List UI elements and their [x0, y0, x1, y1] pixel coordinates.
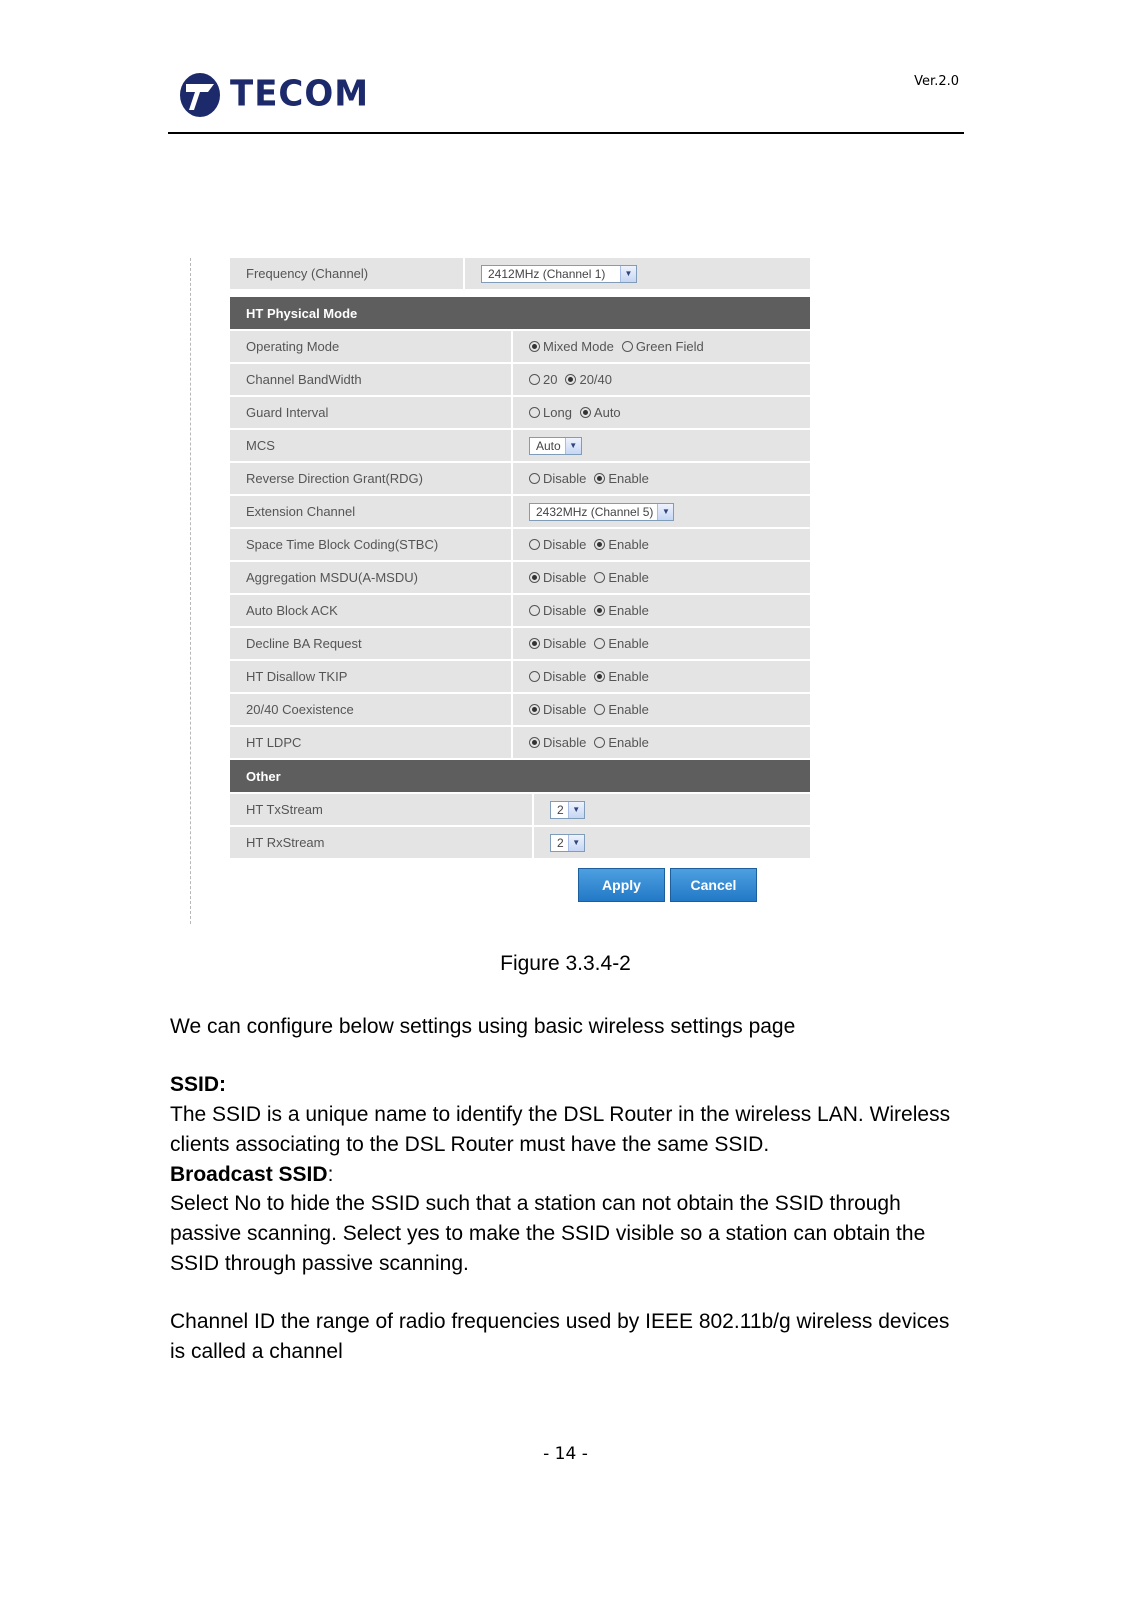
radio-option-label: Enable [608, 669, 649, 684]
radio-option-label: Disable [543, 570, 587, 585]
radio-option-disable[interactable] [529, 669, 586, 684]
ht-settings-list [230, 331, 810, 758]
radio-button-icon[interactable] [594, 572, 605, 583]
broadcast-ssid-heading-line [170, 1160, 970, 1190]
radio-button-icon[interactable] [529, 638, 540, 649]
radio-button-icon[interactable] [622, 341, 633, 352]
radio-option-enable[interactable] [594, 669, 648, 684]
radio-option-label: Enable [608, 570, 649, 585]
radio-option-label: Enable [608, 735, 649, 750]
setting-label: HT LDPC [246, 735, 302, 750]
radio-button-icon[interactable] [594, 473, 605, 484]
radio-option-disable[interactable] [529, 537, 586, 552]
radio-button-icon[interactable] [529, 671, 540, 682]
setting-label: Reverse Direction Grant(RDG) [246, 471, 423, 486]
radio-option-label: Auto [593, 405, 621, 420]
setting-label: HT Disallow TKIP [246, 669, 348, 684]
chevron-down-icon: ▼ [568, 802, 584, 818]
intro-paragraph: We can configure below settings using basic wireless settings page [170, 1015, 796, 1038]
radio-option-20-40[interactable] [565, 372, 612, 387]
version-label: Ver.2.0 [914, 74, 959, 89]
setting-row-reverse-direction-grant-rdg [230, 463, 810, 494]
setting-row-space-time-block-coding-stbc [230, 529, 810, 560]
radio-option-auto[interactable] [580, 405, 621, 420]
other-section-header: Other [230, 760, 810, 792]
header-divider [168, 132, 964, 134]
setting-row-aggregation-msdu-a-msdu [230, 562, 810, 593]
radio-option-label: Enable [608, 636, 649, 651]
mcs-select[interactable]: Auto ▼ [529, 437, 582, 455]
setting-label: HT RxStream [246, 835, 325, 850]
radio-option-label: Disable [543, 537, 587, 552]
radio-button-icon[interactable] [594, 704, 605, 715]
radio-button-icon[interactable] [529, 737, 540, 748]
radio-button-icon[interactable] [594, 539, 605, 550]
channel-description: Channel ID the range of radio frequencies used by IEEE 802.11b/g wireless devices is called a channel [170, 1310, 950, 1363]
frequency-select[interactable]: 2412MHz (Channel 1) ▼ [481, 265, 637, 283]
screenshot-guide-line [190, 258, 191, 924]
radio-option-label: 20/40 [579, 372, 613, 387]
wireless-settings-form [230, 258, 810, 860]
setting-label: Guard Interval [246, 405, 329, 420]
setting-row-guard-interval [230, 397, 810, 428]
radio-button-icon[interactable] [565, 374, 576, 385]
broadcast-colon: : [327, 1163, 334, 1186]
radio-button-icon[interactable] [580, 407, 591, 418]
other-settings-list [230, 794, 810, 858]
radio-option-label: Enable [608, 537, 649, 552]
radio-option-label: Disable [543, 735, 587, 750]
setting-row-decline-ba-request [230, 628, 810, 659]
chevron-down-icon: ▼ [568, 835, 584, 851]
radio-option-green-field[interactable] [622, 339, 704, 354]
radio-option-label: Enable [608, 603, 649, 618]
page-number: - 14 - [543, 1444, 588, 1464]
radio-option-disable[interactable] [529, 636, 586, 651]
setting-label: 20/40 Coexistence [246, 702, 354, 717]
setting-label: Aggregation MSDU(A-MSDU) [246, 570, 418, 585]
setting-label: Channel BandWidth [246, 372, 362, 387]
radio-button-icon[interactable] [529, 473, 540, 484]
ht-txstream-select[interactable]: 2 ▼ [550, 801, 585, 819]
radio-button-icon[interactable] [594, 638, 605, 649]
ssid-heading: SSID: [170, 1073, 227, 1096]
radio-button-icon[interactable] [594, 671, 605, 682]
logo-text: TECOM [230, 73, 370, 115]
radio-option-enable[interactable] [594, 735, 648, 750]
radio-option-label: Disable [543, 471, 587, 486]
radio-button-icon[interactable] [529, 407, 540, 418]
radio-button-icon[interactable] [529, 341, 540, 352]
setting-row-20-40-coexistence [230, 694, 810, 725]
radio-option-disable[interactable] [529, 735, 586, 750]
setting-row-auto-block-ack [230, 595, 810, 626]
setting-label: Space Time Block Coding(STBC) [246, 537, 439, 552]
radio-option-disable[interactable] [529, 471, 586, 486]
setting-label: HT TxStream [246, 802, 323, 817]
radio-option-enable[interactable] [594, 537, 648, 552]
radio-option-label: Disable [543, 669, 587, 684]
setting-row-mcs [230, 430, 810, 461]
apply-button[interactable]: Apply [578, 868, 665, 902]
radio-option-label: Disable [543, 702, 587, 717]
radio-button-icon[interactable] [529, 572, 540, 583]
ssid-description: The SSID is a unique name to identify the DSL Router in the wireless LAN. Wireless clients associating to the DSL Router must have the same SSID. [170, 1103, 951, 1156]
radio-option-label: Long [543, 405, 572, 420]
radio-option-label: Disable [543, 636, 587, 651]
setting-row-channel-bandwidth [230, 364, 810, 395]
radio-option-mixed-mode[interactable] [529, 339, 614, 354]
radio-button-icon[interactable] [529, 539, 540, 550]
setting-row-ht-ldpc [230, 727, 810, 758]
radio-button-icon[interactable] [594, 605, 605, 616]
tecom-logo-icon [178, 70, 222, 118]
frequency-label: Frequency (Channel) [246, 266, 369, 281]
radio-option-enable[interactable] [594, 636, 648, 651]
radio-option-enable[interactable] [594, 603, 648, 618]
chevron-down-icon: ▼ [620, 266, 636, 282]
radio-option-label: Green Field [635, 339, 704, 354]
radio-option-disable[interactable] [529, 603, 586, 618]
ht-rxstream-select[interactable]: 2 ▼ [550, 834, 585, 852]
radio-button-icon[interactable] [594, 737, 605, 748]
form-buttons [578, 868, 757, 902]
broadcast-ssid-description: Select No to hide the SSID such that a station can not obtain the SSID through passive scanning. Select yes to make the SSID visible so a station can obtain the SSID through passive scanning. [170, 1192, 926, 1275]
figure-caption: Figure 3.3.4-2 [500, 952, 631, 975]
radio-option-enable[interactable] [594, 471, 648, 486]
setting-row-ht-txstream [230, 794, 810, 825]
setting-label: Auto Block ACK [246, 603, 338, 618]
setting-label: Operating Mode [246, 339, 340, 354]
chevron-down-icon: ▼ [657, 504, 673, 520]
radio-option-disable[interactable] [529, 702, 586, 717]
radio-option-label: 20 [543, 372, 558, 387]
radio-option-enable[interactable] [594, 702, 648, 717]
extension-channel-select[interactable]: 2432MHz (Channel 5) ▼ [529, 503, 674, 521]
radio-button-icon[interactable] [529, 605, 540, 616]
setting-row-extension-channel [230, 496, 810, 527]
chevron-down-icon: ▼ [565, 438, 581, 454]
ht-physical-mode-header: HT Physical Mode [230, 297, 810, 329]
radio-option-enable[interactable] [594, 570, 648, 585]
radio-option-20[interactable] [529, 372, 557, 387]
setting-row-ht-rxstream [230, 827, 810, 858]
radio-button-icon[interactable] [529, 374, 540, 385]
radio-option-label: Enable [608, 471, 649, 486]
radio-option-disable[interactable] [529, 570, 586, 585]
radio-option-label: Enable [608, 702, 649, 717]
radio-button-icon[interactable] [529, 704, 540, 715]
radio-option-long[interactable] [529, 405, 572, 420]
broadcast-ssid-heading: Broadcast SSID [170, 1163, 328, 1186]
setting-label: Decline BA Request [246, 636, 362, 651]
tecom-logo [178, 70, 369, 118]
cancel-button[interactable]: Cancel [670, 868, 757, 902]
setting-label: Extension Channel [246, 504, 356, 519]
radio-option-label: Mixed Mode [543, 339, 614, 354]
setting-row-ht-disallow-tkip [230, 661, 810, 692]
setting-label: MCS [246, 438, 275, 453]
setting-row-operating-mode [230, 331, 810, 362]
frequency-row [230, 258, 810, 289]
radio-option-label: Disable [543, 603, 587, 618]
